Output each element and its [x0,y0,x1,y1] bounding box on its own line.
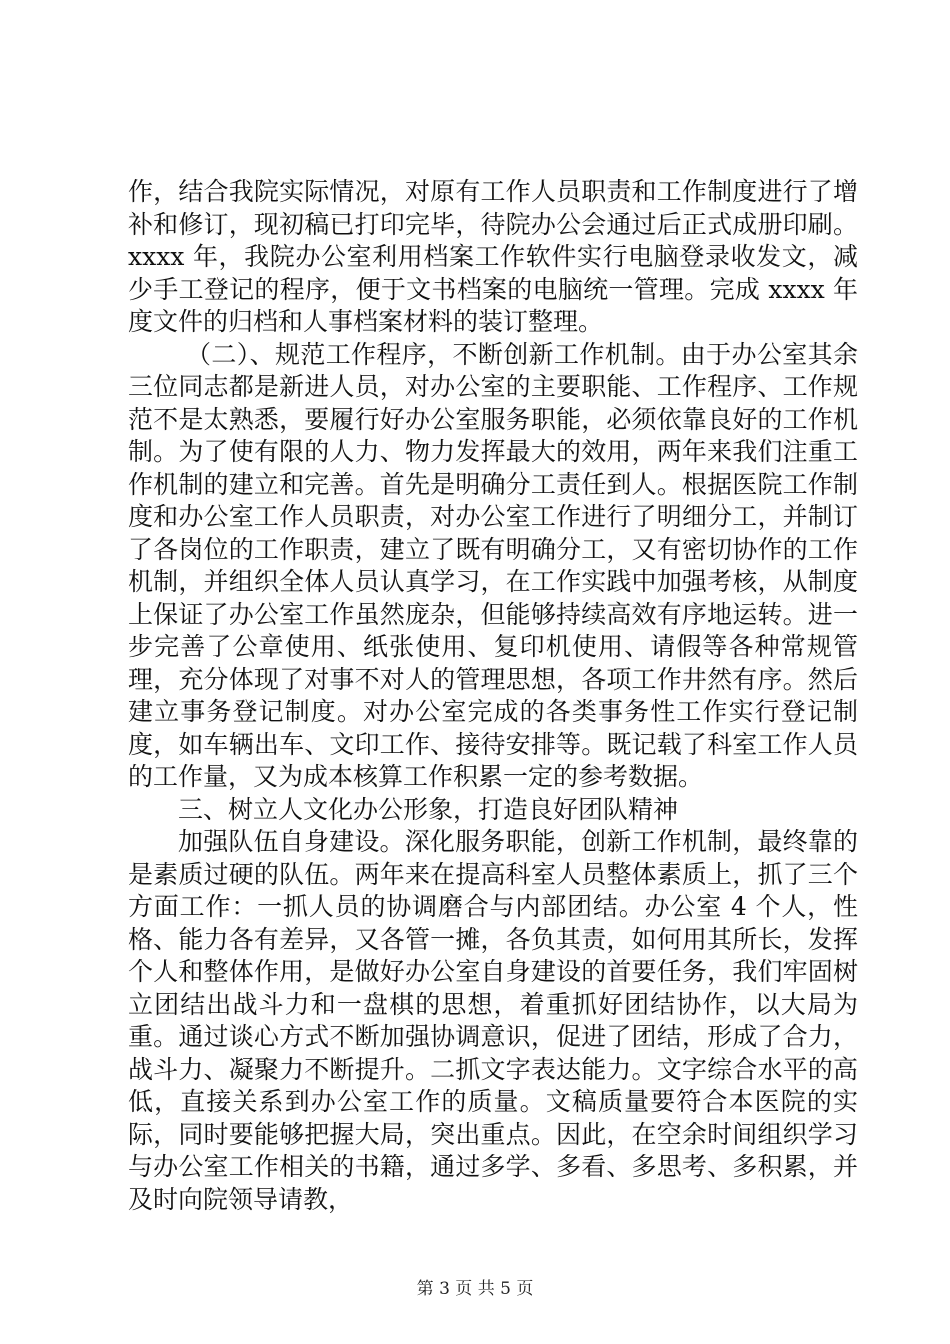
section-heading-three: 三、树立人文化办公形象，打造良好团队精神 [178,794,679,824]
document-body [128,176,858,1216]
paragraph-team-building: 加强队伍自身建设。深化服务职能，创新工作机制，最终靠的是素质过硬的队伍。两年来在提高科室人员整体素质上，抓了三个方面工作：一抓人员的协调磨合与内部团结。办公室 4 个人，性格、能力各有差异，又各管一摊，各负其责，如何用其所长，发挥个人和整体作用，是做好办公室自身建设的首要任务，我们牢固树立团结出战斗力和一盘棋的思想，着重抓好团结协作，以大局为重。通过谈心方式不断加强协调意识，促进了团结，形成了合力，战斗力、凝聚力不断提升。二抓文字表达能力。文字综合水平的高低，直接关系到办公室工作的质量。文稿质量要符合本医院的实际，同时要能够把握大局，突出重点。因此，在空余时间组织学习与办公室工作相关的书籍，通过多学、多看、多思考、多积累，并及时向院领导请教， [128,827,858,1214]
page-footer: 第 3 页 共 5 页 [416,1279,534,1299]
paragraph-section-two: （二）、规范工作程序，不断创新工作机制。由于办公室其余三位同志都是新进人员，对办公室的主要职能、工作程序、工作规范不是太熟悉，要履行好办公室服务职能，必须依靠良好的工作机制。为了使有限的人力、物力发挥最大的效用，两年来我们注重工作机制的建立和完善。首先是明确分工责任到人。根据医院工作制度和办公室工作人员职责，对办公室工作进行了明细分工，并制订了各岗位的工作职责，建立了既有明确分工，又有密切协作的工作机制，并组织全体人员认真学习，在工作实践中加强考核，从制度上保证了办公室工作虽然庞杂，但能够持续高效有序地运转。进一步完善了公章使用、纸张使用、复印机使用、请假等各种常规管理，充分体现了对事不对人的管理思想，各项工作井然有序。然后建立事务登记制度。对办公室完成的各类事务性工作实行登记制度，如车辆出车、文印工作、接待安排等。既记载了科室工作人员的工作量，又为成本核算工作积累一定的参考数据。 [128,339,858,791]
paragraph-continuation: 作，结合我院实际情况，对原有工作人员职责和工作制度进行了增补和修订，现初稿已打印完毕，待院办公会通过后正式成册印刷。xxxx 年，我院办公室利用档案工作软件实行电脑登录收发文，减少手工登记的程序，便于文书档案的电脑统一管理。完成 xxxx 年度文件的归档和人事档案材料的装订整理。 [128,177,858,336]
